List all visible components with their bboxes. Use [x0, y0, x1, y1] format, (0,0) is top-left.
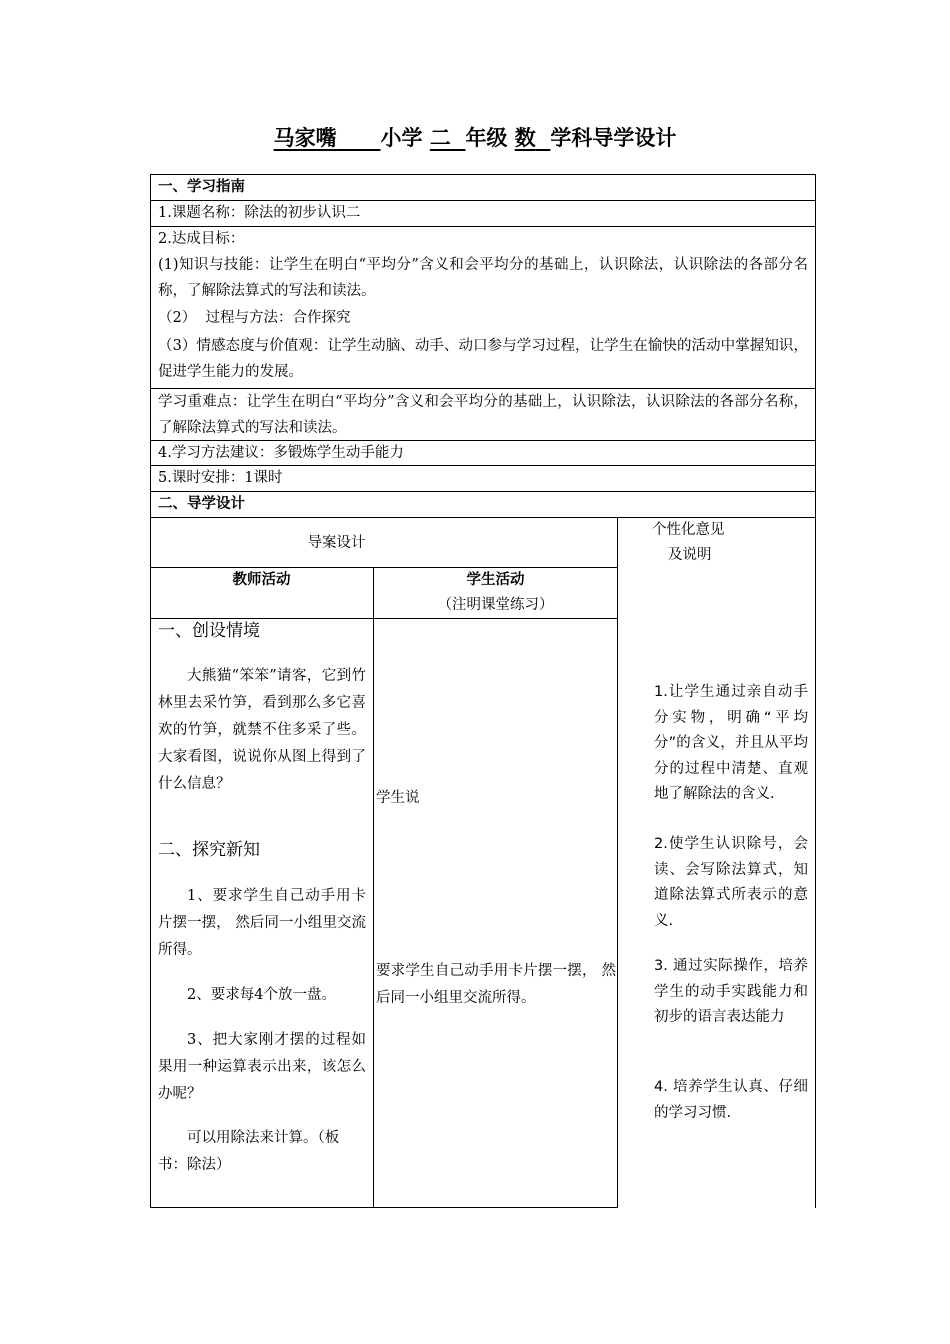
school-name: 马家嘴 [273, 126, 337, 150]
grade-value: 二 [429, 126, 451, 150]
student-column-header: 学生活动 [466, 572, 525, 588]
section-1-heading: 一、学习指南 [158, 179, 245, 195]
schedule: 5.课时安排：1课时 [158, 470, 283, 486]
design-column-header: 导案设计 [307, 535, 366, 551]
teacher-paragraph-5: 可以用除法来计算。（板书：除法） [158, 1130, 340, 1173]
teacher-heading-1: 一、创设情境 [158, 621, 260, 641]
grade-suffix: 年级 [465, 126, 508, 150]
student-activity-2: 要求学生自己动手用卡片摆一摆， 然后同一小组里交流所得。 [376, 963, 616, 1006]
teacher-paragraph-1: 大熊猫“笨笨”请客，它到竹林里去采竹笋，看到那么多它喜欢的竹笋，就禁不住多采了些。大家看图，说说你从图上得到了什么信息？ [158, 668, 366, 792]
key-points: 学习重难点：让学生在明白“平均分”含义和会平均分的基础上，认识除法，认识除法的各部分名称，了解除法算式的写法和读法。 [158, 394, 808, 436]
personal-column-header-2: 及说明 [668, 547, 712, 563]
goals-label: 2.达成目标： [158, 231, 245, 247]
personal-column-header: 个性化意见 [652, 522, 725, 538]
note-2: 2.使学生认识除号，会读、会写除法算式，知道除法算式所表示的意义. [654, 836, 808, 929]
section-2-heading: 二、导学设计 [158, 496, 245, 512]
subject-value: 数 [514, 126, 536, 150]
page-title [0, 122, 950, 152]
topic-name: 1.课题名称：除法的初步认识二 [158, 205, 361, 221]
goal-process: （2） 过程与方法：合作探究 [158, 310, 351, 326]
teacher-column-header: 教师活动 [232, 572, 291, 588]
teacher-paragraph-4: 3、把大家刚才摆的过程如果用一种运算表示出来，该怎么办呢？ [158, 1032, 366, 1102]
student-activity-1: 学生说 [376, 790, 420, 806]
teacher-paragraph-2: 1、要求学生自己动手用卡片摆一摆， 然后同一小组里交流所得。 [158, 888, 366, 958]
subject-suffix: 学科导学设计 [550, 126, 677, 150]
goal-emotion: （3）情感态度与价值观：让学生动脑、动手、动口参与学习过程，让学生在愉快的活动中掌握知识，促进学生能力的发展。 [158, 338, 808, 380]
teacher-paragraph-3: 2、要求每4个放一盘。 [187, 987, 336, 1003]
method-suggestion: 4.学习方法建议：多锻炼学生动手能力 [158, 445, 404, 461]
school-suffix: 小学 [380, 126, 423, 150]
note-4: 4. 培养学生认真、仔细的学习习惯. [654, 1079, 808, 1121]
student-column-subheader: （注明课堂练习） [437, 597, 554, 613]
note-1: 1.让学生通过亲自动手分实物，明确“平均分”的含义，并且从平均分的过程中清楚、直观地了解除法的含义. [654, 684, 808, 802]
note-3: 3. 通过实际操作，培养学生的动手实践能力和初步的语言表达能力 [654, 958, 808, 1025]
goal-knowledge: (1)知识与技能：让学生在明白“平均分”含义和会平均分的基础上，认识除法，认识除法的各部分名称，了解除法算式的写法和读法。 [158, 257, 808, 299]
teacher-heading-2: 二、探究新知 [158, 840, 260, 860]
